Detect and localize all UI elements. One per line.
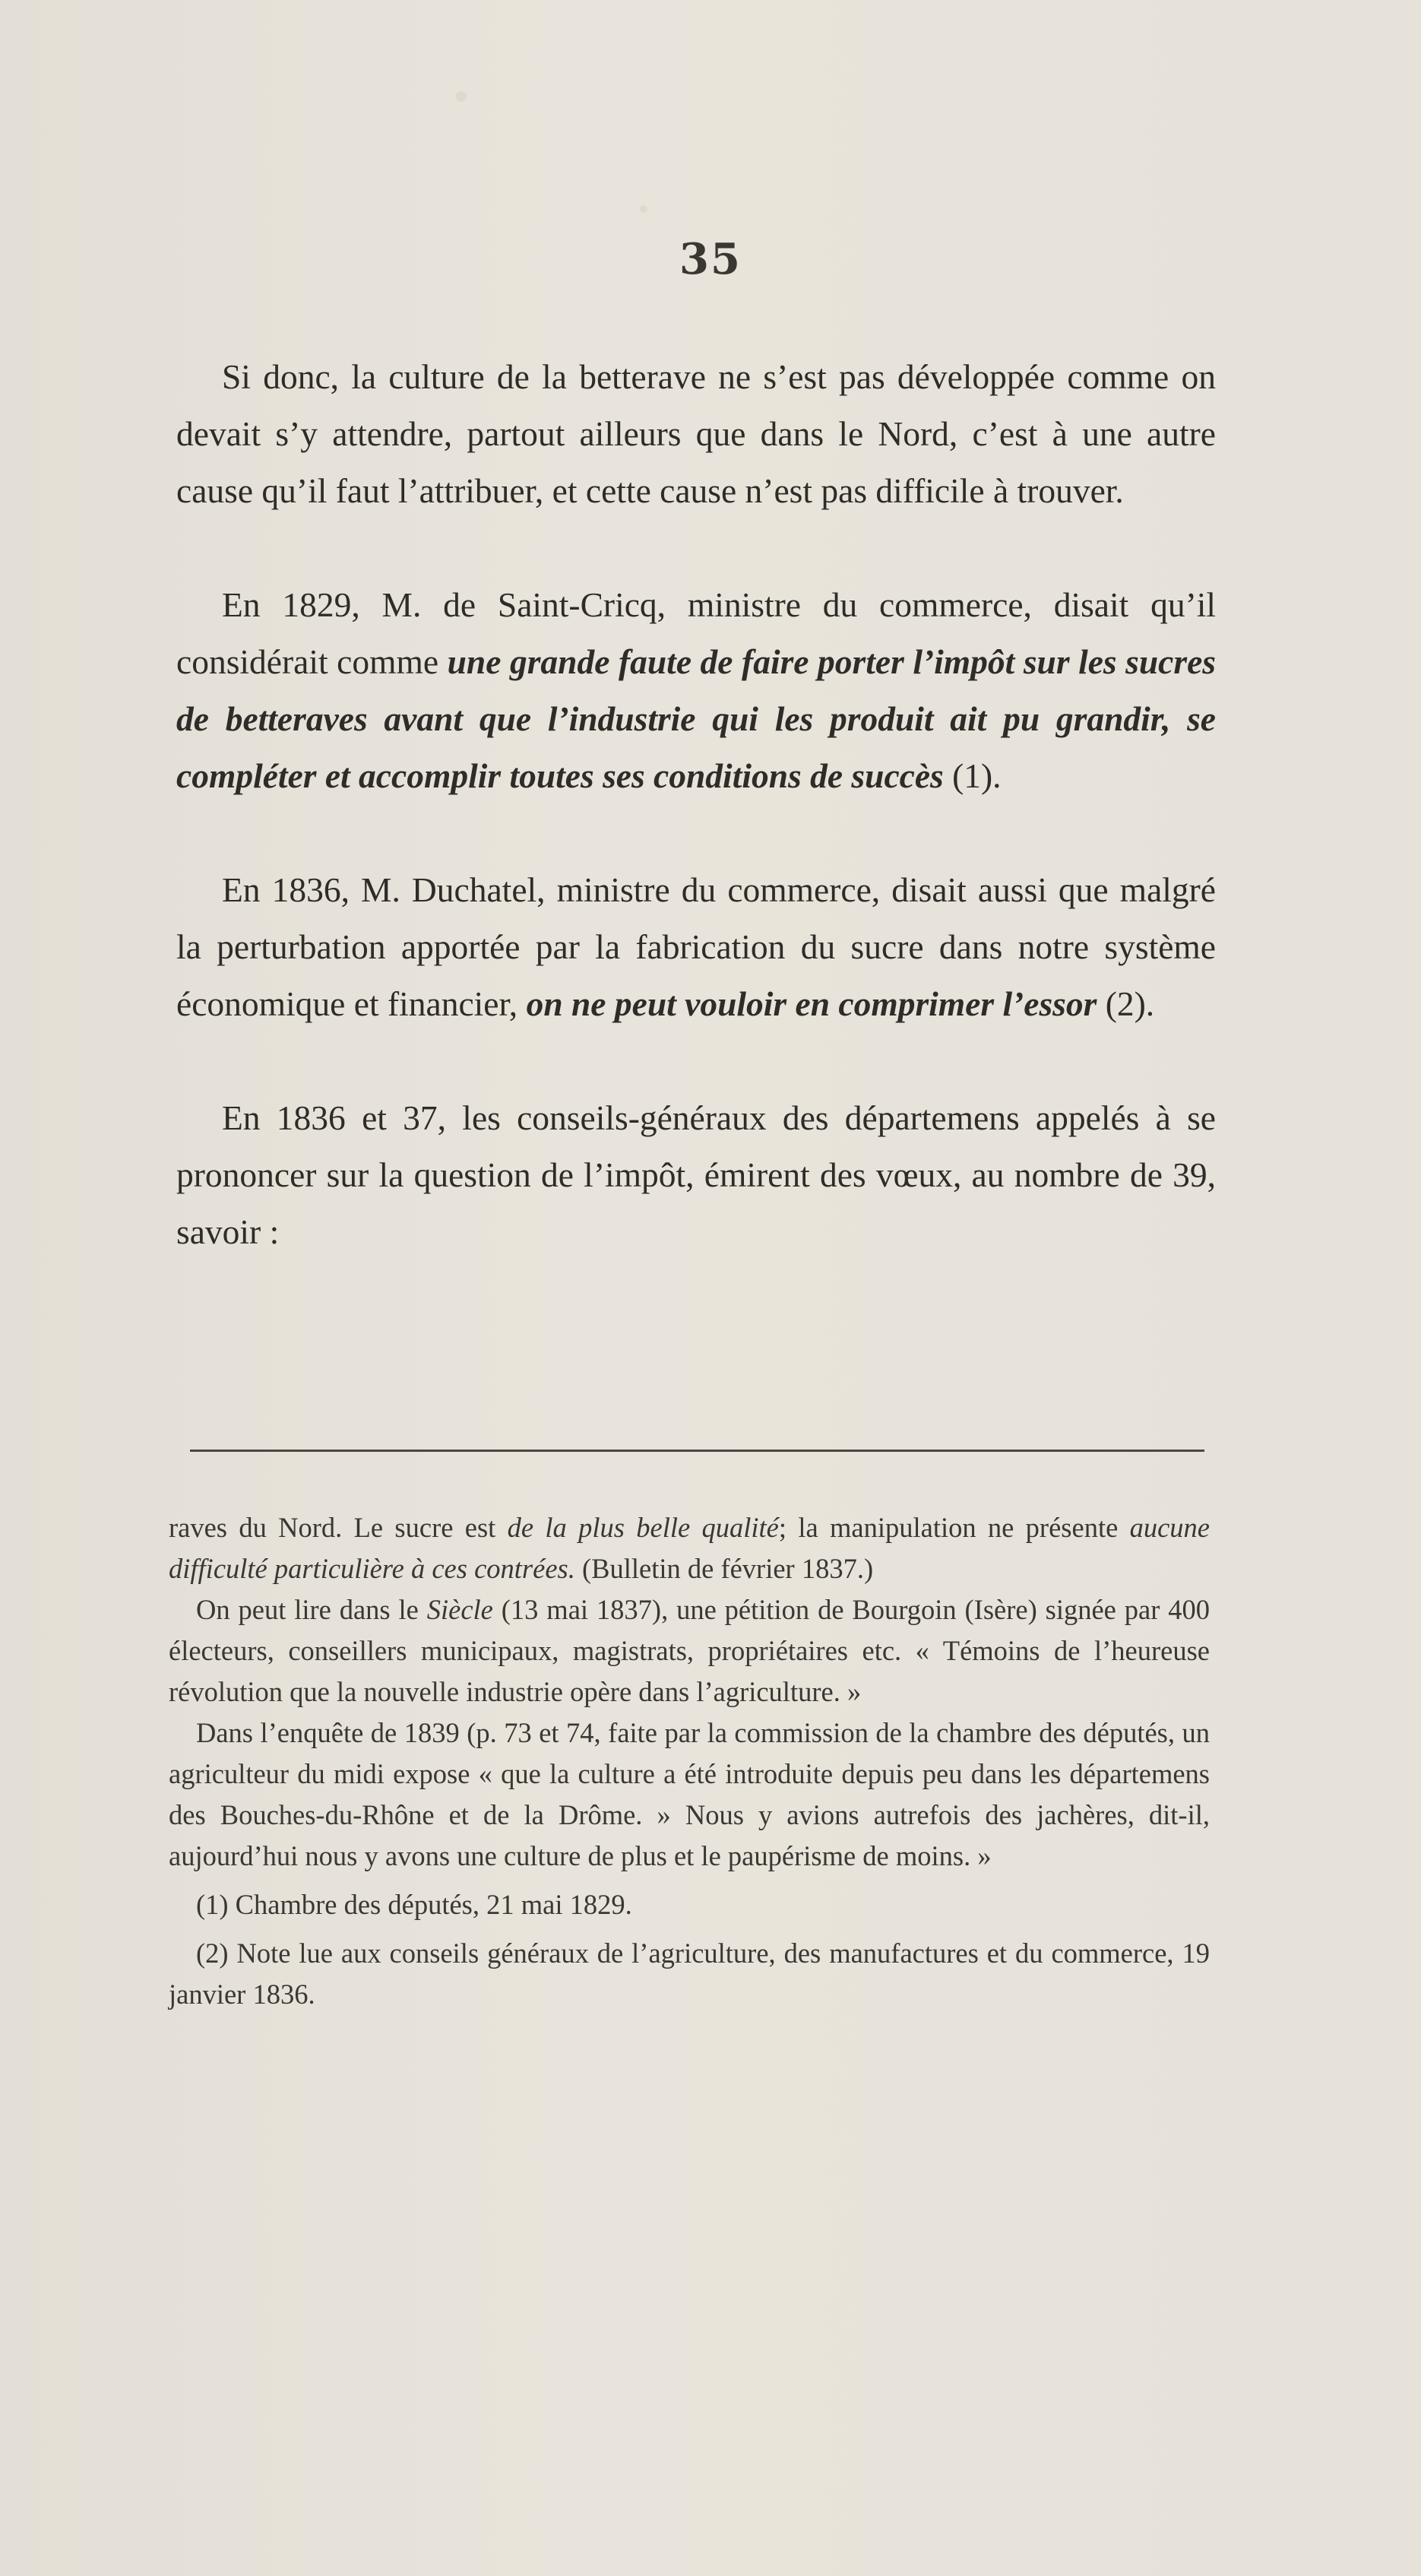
note-siecle bbox=[169, 1589, 1210, 1713]
page-number: 35 bbox=[679, 234, 742, 284]
italic-text: aucune difficulté particulière à ces contrées. bbox=[169, 1512, 1211, 1584]
paragraph: En 1836 et 37, les conseils-généraux des départemens appelés à se prononcer sur la question de l’impôt, émirent des vœux, au nombre de 39, savoir : bbox=[176, 1098, 1216, 1251]
text-run: raves du Nord. Le sucre est bbox=[169, 1512, 508, 1543]
paper-spot bbox=[640, 205, 647, 213]
footnote-ref: (1). bbox=[943, 756, 1002, 795]
text-run: ; la manipulation ne présente bbox=[778, 1512, 1130, 1543]
text-run: (Bulletin de février 1837.) bbox=[574, 1553, 874, 1584]
paragraph: Si donc, la culture de la betterave ne s’est pas développée comme on devait s’y attendre, partout ailleurs que dans le Nord, c’est à une autre cause qu’il faut l’attribuer, et cette cause n’est pas difficile à trouver. bbox=[176, 357, 1216, 510]
main-text bbox=[176, 348, 1216, 1317]
footnote-rule bbox=[190, 1450, 1204, 1452]
footnote-1: (1) Chambre des députés, 21 mai 1829. bbox=[196, 1889, 632, 1920]
footnotes bbox=[169, 1507, 1210, 2015]
text-run: (13 mai 1837), une pétition de Bourgoin (Isère) signée par 400 électeurs, conseillers municipaux, magistrats, propriétaires etc. « Témoins de l’heureuse révolution que la nouvelle industrie opère dans l’agriculture. » bbox=[169, 1594, 1210, 1707]
text-run: On peut lire dans le bbox=[196, 1594, 427, 1625]
note-enquete: Dans l’enquête de 1839 (p. 73 et 74, faite par la commission de la chambre des députés, un agriculteur du midi expose « que la culture a été introduite depuis peu dans les départemens des Bouches-du-Rhône et de la Drôme. » Nous y avions autrefois des jachères, dit-il, aujourd’hui nous y avons une culture de plus et le paupérisme de moins. » bbox=[169, 1717, 1210, 1871]
paper-spot bbox=[456, 91, 467, 102]
footnote-2: (2) Note lue aux conseils généraux de l’agriculture, des manufactures et du commerce, 19 janvier 1836. bbox=[169, 1938, 1210, 2010]
text-run: En 1829, M. de Saint-Cricq, ministre du commerce, disait qu’il considérait comme bbox=[176, 585, 1216, 681]
note-continuation bbox=[169, 1507, 1210, 1589]
text-run: En 1836, M. Duchatel, ministre du commerce, disait aussi que malgré la perturbation apportée par la fabrication du sucre dans notre système économique et financier, bbox=[176, 870, 1216, 1023]
paragraph bbox=[176, 861, 1216, 1032]
italic-quote: une grande faute de faire porter l’impôt sur les sucres de betteraves avant que l’industrie qui les produit ait pu grandir, se compléter et accomplir toutes ses conditions de succès bbox=[176, 642, 1216, 795]
italic-text: Siècle bbox=[426, 1594, 493, 1625]
paragraph bbox=[176, 576, 1216, 804]
italic-quote: on ne peut vouloir en comprimer l’essor bbox=[526, 984, 1097, 1023]
italic-text: de la plus belle qualité bbox=[507, 1512, 779, 1543]
footnote-ref: (2). bbox=[1097, 984, 1155, 1023]
